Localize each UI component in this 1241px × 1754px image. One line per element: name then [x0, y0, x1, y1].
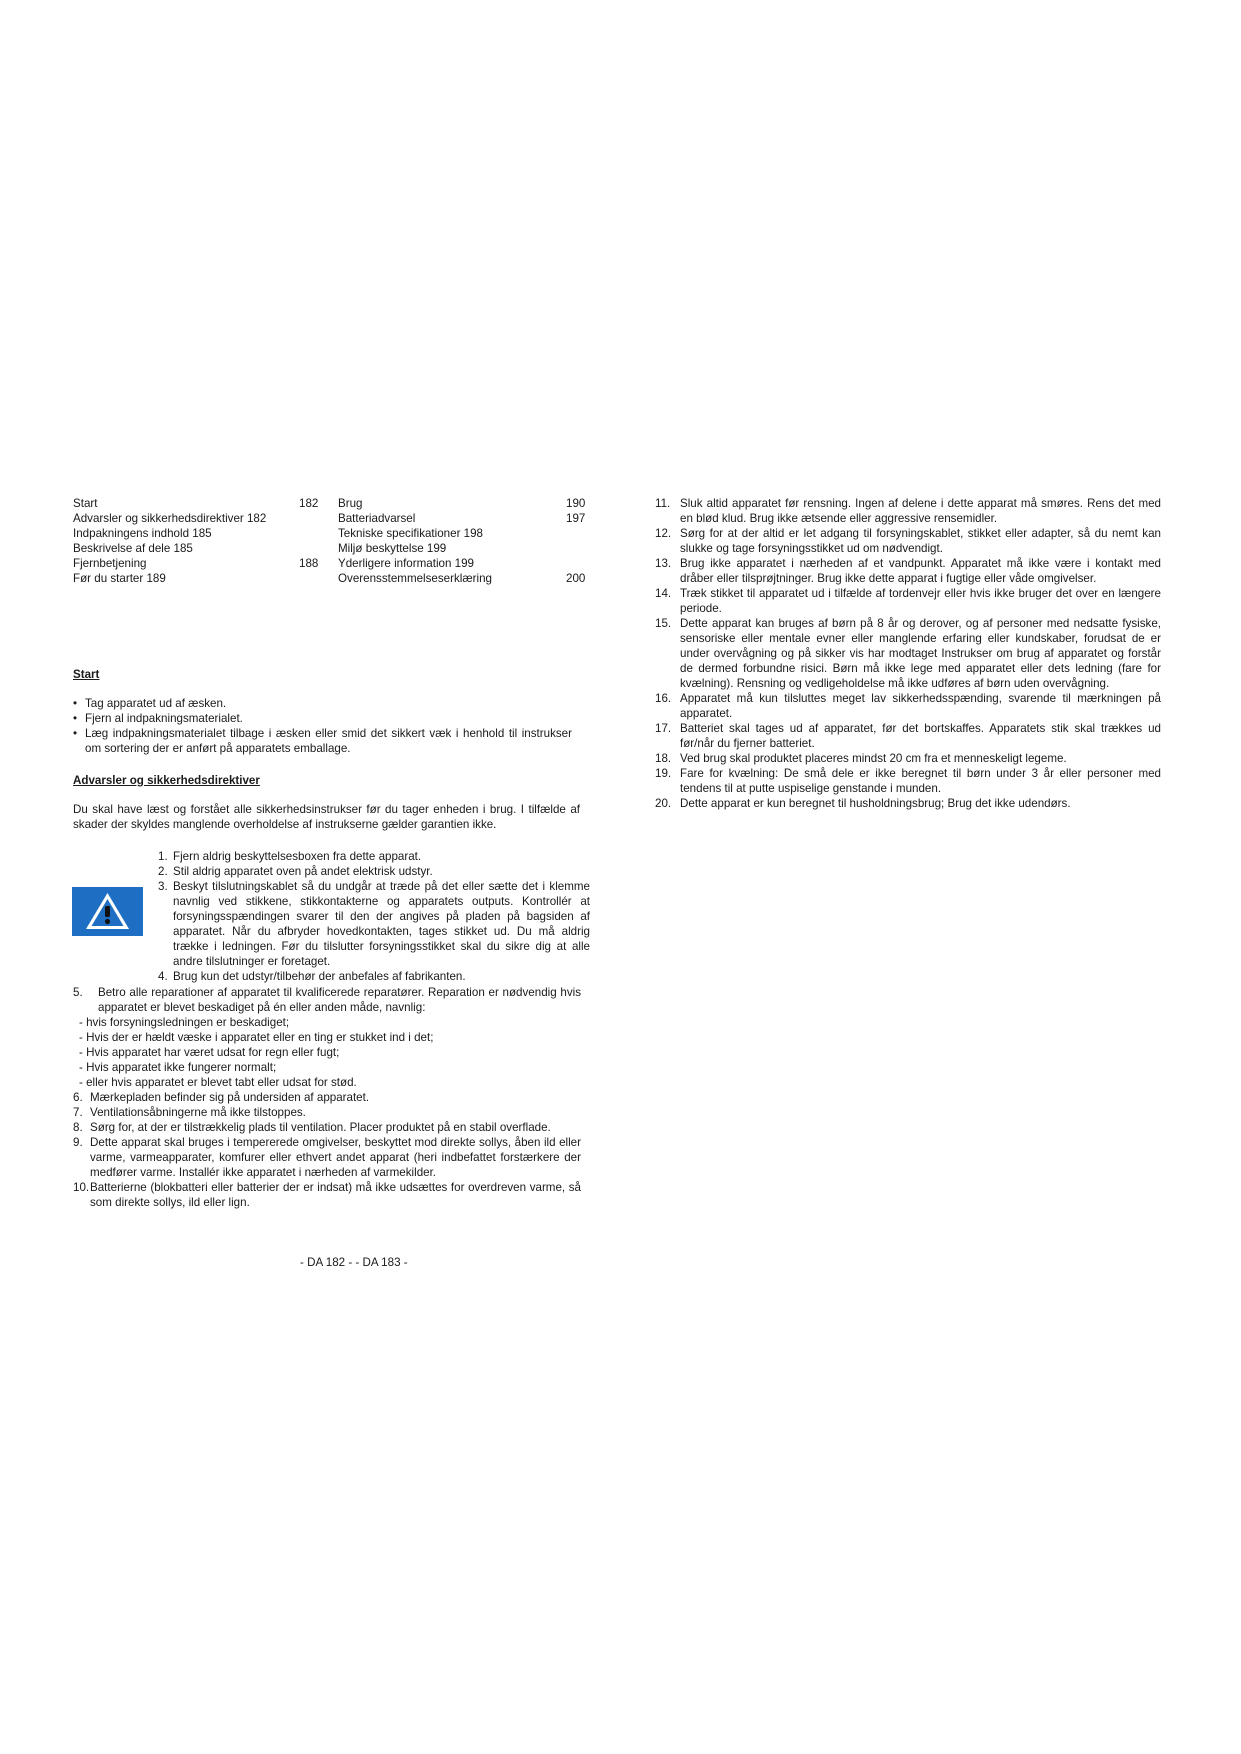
- toc-entry: [73, 541, 323, 556]
- dash-item: - Hvis apparatet har været udsat for regn eller fugt;: [79, 1046, 340, 1059]
- item-number: 13.: [655, 557, 672, 570]
- item-text: Beskyt tilslutningskablet så du undgår at træde på det eller sætte det i klemme navnlig ved stikkene, stikkontakterne og apparatets outputs. Kontrollér at forsyningsspændingen svarer til den der angives på pladen på bagsiden af apparatet. Når du afbryder hovedkontakten, tages stikket ud. Du må aldrig trække i ledningen. Før du tilslutter forsyningsstikket skal du sikre dig at alle andre tilslutninger er foretaget.: [173, 880, 590, 968]
- dash-item: - Hvis apparatet ikke fungerer normalt;: [79, 1061, 277, 1074]
- toc-entry-title: Indpakningens indhold 185: [73, 527, 212, 540]
- item-number: 2.: [158, 865, 168, 878]
- item-number: 15.: [655, 617, 672, 630]
- item-number: 3.: [158, 880, 168, 893]
- item-number: 6.: [73, 1091, 83, 1104]
- item-number: 20.: [655, 797, 672, 810]
- item-number: 11.: [655, 497, 671, 510]
- toc-entry-page: 190: [566, 497, 586, 510]
- dash-item: - eller hvis apparatet er blevet tabt eller udsat for stød.: [79, 1076, 357, 1089]
- toc-entry-page: 182: [299, 497, 319, 510]
- bullet-item: • Læg indpakningsmaterialet tilbage i æsken eller smid det sikkert væk i henhold til instrukser om sortering der er anført på apparatets emballage.: [73, 726, 572, 756]
- item-text: Sørg for at der altid er let adgang til forsyningskablet, stikket eller adapter, så du nemt kan slukke og tage forsyningsstikket ud om nødvendigt.: [680, 527, 1161, 555]
- dash-item: - hvis forsyningsledningen er beskadiget;: [79, 1016, 290, 1029]
- toc-entry-page: 200: [566, 572, 586, 585]
- item-number: 12.: [655, 527, 672, 540]
- section-heading-warnings: Advarsler og sikkerhedsdirektiver: [73, 774, 260, 787]
- item-number: 14.: [655, 587, 672, 600]
- page-footer: - DA 182 - - DA 183 -: [300, 1256, 408, 1269]
- toc-entry: [338, 526, 590, 541]
- warning-item: [158, 864, 590, 879]
- item-text: Sluk altid apparatet før rensning. Ingen af delene i dette apparat må smøres. Rens det med en blød klud. Brug ikke ætsende eller aggressive rensemidler.: [680, 497, 1161, 525]
- start-bullet-list: [73, 696, 572, 756]
- item-number: 8.: [73, 1121, 83, 1134]
- item-text: Brug ikke apparatet i nærheden af et vandpunkt. Apparatet må ikke være i kontakt med dråber eller tilsprøjtninger. Brug ikke dette apparat i fugtige eller våde omgivelser.: [680, 557, 1161, 585]
- toc-entry: [73, 511, 323, 526]
- item-text: Betro alle reparationer af apparatet til kvalificerede reparatører. Reparation er nødvendig hvis apparatet er blevet beskadiget på én eller anden måde, navnlig:: [98, 986, 581, 1014]
- toc-entry-title: Fjernbetjening: [73, 557, 147, 570]
- item-text: Dette apparat skal bruges i tempererede omgivelser, beskyttet mod direkte sollys, åben ild eller varme, varmeapparater, komfurer eller ethvert andet apparat (heri indbefattet forstærkere der medfører varme. Installér ikke apparatet i nærheden af varmekilder.: [90, 1136, 581, 1179]
- item-number: 19.: [655, 767, 672, 780]
- item-number: 4.: [158, 970, 168, 983]
- toc-right-column: [338, 496, 590, 586]
- item-number: 10.: [73, 1181, 90, 1194]
- item-number: 5.: [73, 986, 83, 999]
- toc-entry: [338, 511, 590, 526]
- item-text: Batteriet skal tages ud af apparatet, før det bortskaffes. Apparatets stik skal trækkes ud før/når du fjerner batteriet.: [680, 722, 1161, 750]
- toc-entry: [73, 571, 323, 586]
- toc-entry-title: Overensstemmelseserklæring: [338, 572, 492, 585]
- bullet-item: • Tag apparatet ud af æsken.: [73, 696, 572, 711]
- toc-entry: [73, 556, 323, 571]
- item-text: Batterierne (blokbatteri eller batterier der er indsat) må ikke udsættes for overdreven varme, så som direkte sollys, ild eller lign.: [90, 1181, 581, 1209]
- item-text: Apparatet må kun tilsluttes meget lav sikkerhedsspænding, svarende til mærkningen på apparatet.: [680, 692, 1161, 720]
- warning-item: [73, 1120, 581, 1135]
- warning-item: [655, 556, 1161, 586]
- toc-left-column: [73, 496, 323, 586]
- toc-entry-page: 197: [566, 512, 586, 525]
- item-number: 1.: [158, 850, 168, 863]
- item-text: Dette apparat kan bruges af børn på 8 år og derover, og af personer med nedsatte fysiske, sensoriske eller mentale evner eller manglende erfaring eller kundskaber, forudsat de er under overvågning og på sikker vis har modtaget Instrukser om brug af apparatet og forstår de dermed forbundne risici. Børn må ikke lege med apparatet eller dets ledning (fare for kvælning). Rensning og vedligeholdelse må ikke udføres af børn uden overvågning.: [680, 617, 1161, 690]
- warning-item: [655, 766, 1161, 796]
- warning-item: [73, 1135, 581, 1180]
- item-number: 18.: [655, 752, 672, 765]
- item-text: Mærkepladen befinder sig på undersiden af apparatet.: [90, 1091, 370, 1104]
- item-number: 17.: [655, 722, 672, 735]
- item-text: Dette apparat er kun beregnet til husholdningsbrug; Brug det ikke udendørs.: [680, 797, 1071, 810]
- damage-condition-list: [79, 1015, 433, 1090]
- toc-entry-page: 188: [299, 557, 319, 570]
- warning-item: [73, 1180, 581, 1210]
- item-text: Sørg for, at der er tilstrækkelig plads til ventilation. Placer produktet på en stabil overflade.: [90, 1121, 551, 1134]
- toc-entry: [338, 571, 590, 586]
- warning-item: [73, 1090, 581, 1105]
- warning-item: [655, 586, 1161, 616]
- item-text: Ved brug skal produktet placeres mindst 20 cm fra et menneskeligt legeme.: [680, 752, 1067, 765]
- section-heading-start: Start: [73, 668, 100, 681]
- toc-entry-title: Før du starter 189: [73, 572, 166, 585]
- table-of-contents: [0, 496, 600, 591]
- warnings-intro: Du skal have læst og forstået alle sikkerhedsinstrukser før du tager enheden i brug. I tilfælde af skader der skyldes manglende overholdelse af instrukserne gælder garantien ikke.: [73, 803, 580, 831]
- warning-item: [655, 526, 1161, 556]
- toc-entry: [338, 556, 590, 571]
- warning-list-icon-block: [158, 849, 590, 984]
- warning-triangle-icon: [72, 887, 143, 936]
- toc-entry-title: Advarsler og sikkerhedsdirektiver 182: [73, 512, 267, 525]
- toc-entry: [338, 496, 590, 511]
- toc-entry: [338, 541, 590, 556]
- toc-entry-title: Tekniske specifikationer 198: [338, 527, 484, 540]
- toc-entry-title: Brug: [338, 497, 363, 510]
- warning-item: [158, 849, 590, 864]
- toc-entry: [73, 526, 323, 541]
- item-text: Ventilationsåbningerne må ikke tilstoppes.: [90, 1106, 306, 1119]
- toc-entry-title: Start: [73, 497, 98, 510]
- warning-item: [158, 879, 590, 969]
- item-number: 16.: [655, 692, 672, 705]
- item-number: 7.: [73, 1106, 83, 1119]
- warning-item: [655, 751, 1161, 766]
- warning-item: [655, 496, 1161, 526]
- warning-item: [158, 969, 590, 984]
- item-text: Fjern aldrig beskyttelsesboxen fra dette apparat.: [173, 850, 422, 863]
- warning-item-5: [73, 985, 581, 1015]
- warning-item: [655, 796, 1161, 811]
- warning-item: [655, 691, 1161, 721]
- item-text: Stil aldrig apparatet oven på andet elektrisk udstyr.: [173, 865, 433, 878]
- bullet-item: • Fjern al indpakningsmaterialet.: [73, 711, 572, 726]
- warning-list-6-10: [73, 1090, 581, 1210]
- dash-item: - Hvis der er hældt væske i apparatet eller en ting er stukket ind i det;: [79, 1031, 434, 1044]
- item-number: 9.: [73, 1136, 83, 1149]
- toc-entry-title: Miljø beskyttelse 199: [338, 542, 447, 555]
- toc-entry-title: Batteriadvarsel: [338, 512, 416, 525]
- warning-list-11-20: [655, 496, 1161, 811]
- item-text: Træk stikket til apparatet ud i tilfælde af tordenvejr eller hvis ikke bruger det over en længere periode.: [680, 587, 1161, 615]
- warning-item: [73, 1105, 581, 1120]
- item-text: Fare for kvælning: De små dele er ikke beregnet til børn under 3 år eller personer med tendens til at putte uspiselige genstande i munden.: [680, 767, 1161, 795]
- toc-entry-title: Yderligere information 199: [338, 557, 474, 570]
- item-text: Brug kun det udstyr/tilbehør der anbefales af fabrikanten.: [173, 970, 466, 983]
- toc-entry: [73, 496, 323, 511]
- toc-entry-title: Beskrivelse af dele 185: [73, 542, 193, 555]
- warning-item: [655, 616, 1161, 691]
- warning-item: [655, 721, 1161, 751]
